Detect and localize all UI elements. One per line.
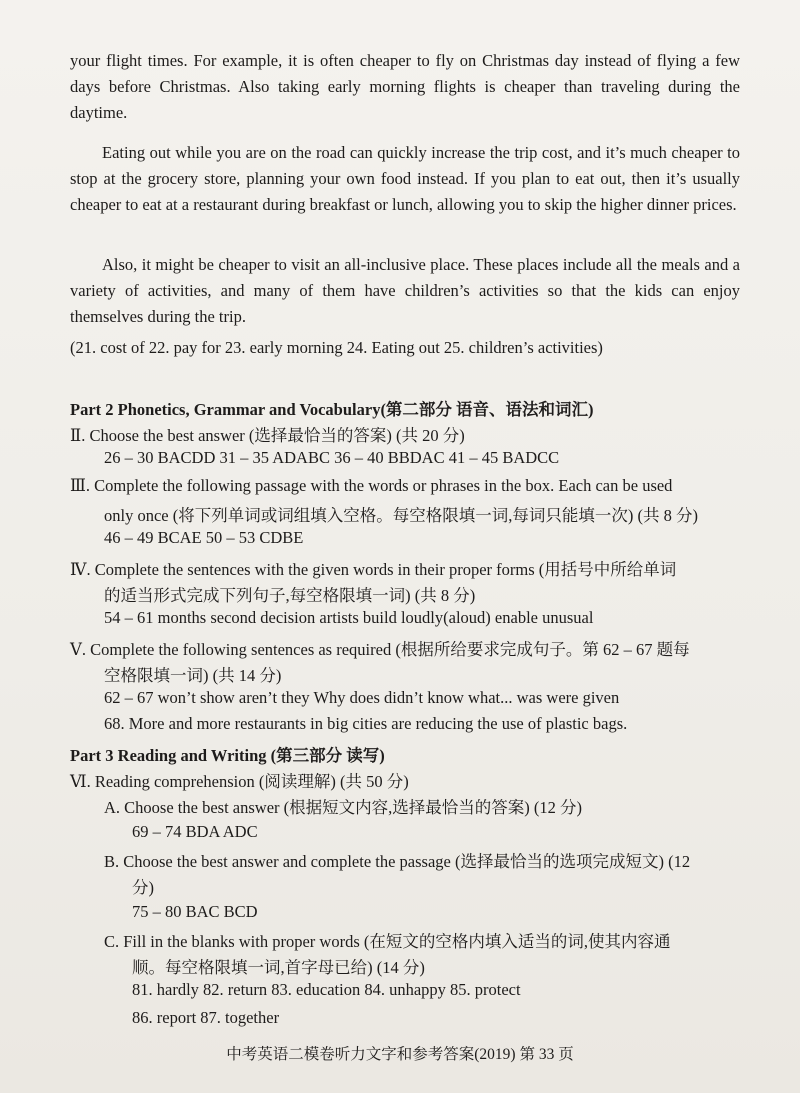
part3-heading: Part 3 Reading and Writing (第三部分 读写) — [70, 746, 385, 765]
passage-paragraph-1: your flight times. For example, it is often cheaper to fly on Christmas day instead of flying a few days before Christmas. Also taking early morning flights is cheaper than traveling during the daytime. — [70, 51, 740, 122]
part2-heading: Part 2 Phonetics, Grammar and Vocabulary(第二部分 语音、语法和词汇) — [70, 400, 594, 419]
section-vi-title: Ⅵ. Reading comprehension (阅读理解) (共 50 分) — [70, 772, 409, 791]
page-footer: 中考英语二模卷听力文字和参考答案(2019) 第 33 页 — [226, 1046, 574, 1063]
section-v-title-1: Ⅴ. Complete the following sentences as required (根据所给要求完成句子。第 62 – 67 题每 — [70, 640, 690, 659]
section-iv-title-2: 的适当形式完成下列句子,每空格限填一词) (共 8 分) — [104, 586, 476, 605]
section-ii-answers: 26 – 30 BACDD 31 – 35 ADABC 36 – 40 BBDAC 41 – 45 BADCC — [104, 448, 560, 467]
section-v-answers: 62 – 67 won’t show aren’t they Why does didn’t know what... was were given — [104, 688, 620, 707]
section-c-title-1: C. Fill in the blanks with proper words (在短文的空格内填入适当的词,使其内容通 — [104, 932, 671, 951]
section-v-title-2: 空格限填一词) (共 14 分) — [104, 666, 282, 685]
section-b-title-1: B. Choose the best answer and complete the passage (选择最恰当的选项完成短文) (12 — [104, 852, 691, 871]
section-iii-answers: 46 – 49 BCAE 50 – 53 CDBE — [104, 528, 304, 547]
section-ii-title: Ⅱ. Choose the best answer (选择最恰当的答案) (共 20 分) — [70, 426, 465, 445]
section-a-answers: 69 – 74 BDA ADC — [132, 822, 258, 841]
passage-paragraph-3: Also, it might be cheaper to visit an all-inclusive place. These places include all the meals and a variety of activities, and many of them have children’s activities so that the kids can enjoy themselves during the trip. — [70, 255, 740, 326]
section-b-answers: 75 – 80 BAC BCD — [132, 902, 258, 921]
section-iii-title-1: Ⅲ. Complete the following passage with the words or phrases in the box. Each can be used — [70, 476, 673, 495]
section-iv-answers: 54 – 61 months second decision artists build loudly(aloud) enable unusual — [104, 608, 594, 627]
section-b-title-2: 分) — [132, 878, 154, 897]
section-a-title: A. Choose the best answer (根据短文内容,选择最恰当的答案) (12 分) — [104, 798, 582, 817]
section-c-answers-1: 81. hardly 82. return 83. education 84. unhappy 85. protect — [132, 980, 521, 999]
section-v-answer-68: 68. More and more restaurants in big cities are reducing the use of plastic bags. — [104, 714, 628, 733]
section-c-answers-2: 86. report 87. together — [132, 1008, 280, 1027]
section-iii-title-2: only once (将下列单词或词组填入空格。每空格限填一词,每词只能填一次) (共 8 分) — [104, 506, 698, 525]
passage-answers: (21. cost of 22. pay for 23. early morning 24. Eating out 25. children’s activities) — [70, 338, 603, 357]
section-c-title-2: 顺。每空格限填一词,首字母已给) (14 分) — [132, 958, 425, 977]
section-iv-title-1: Ⅳ. Complete the sentences with the given words in their proper forms (用括号中所给单词 — [70, 560, 677, 579]
passage-paragraph-2: Eating out while you are on the road can quickly increase the trip cost, and it’s much cheaper to stop at the grocery store, planning your own food instead. If you plan to eat out, then it’s usually cheaper to eat at a restaurant during breakfast or lunch, allowing you to skip the higher dinner prices. — [70, 143, 740, 214]
